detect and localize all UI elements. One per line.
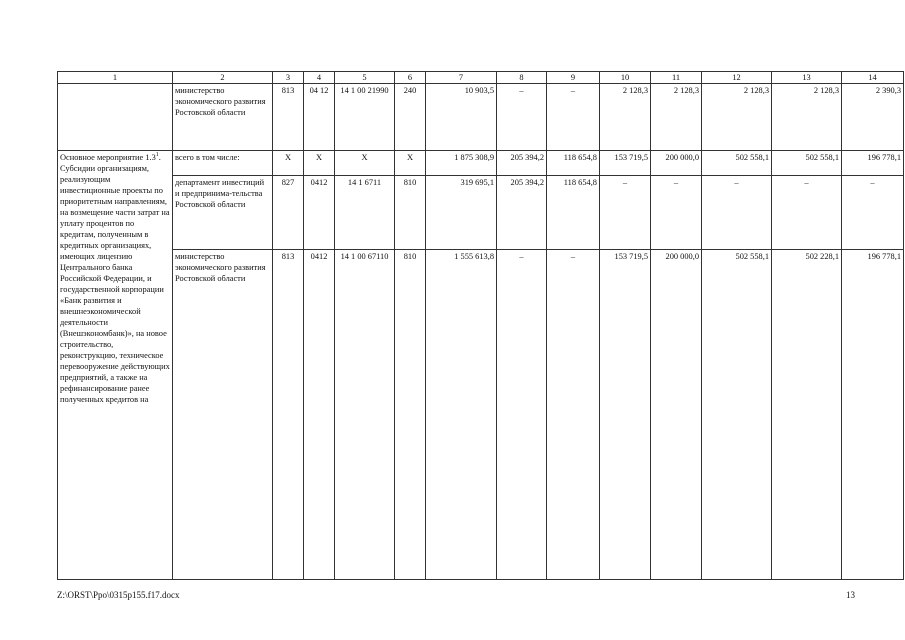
table-cell: – <box>772 176 842 250</box>
table-cell: 2 128,3 <box>651 84 702 150</box>
table-cell: 2 128,3 <box>600 84 651 150</box>
table-cell: 502 558,1 <box>772 150 842 176</box>
table-cell: 810 <box>395 250 426 580</box>
table-cell: 240 <box>395 84 426 150</box>
table-cell: 200 000,0 <box>651 150 702 176</box>
header-cell: 10 <box>600 72 651 84</box>
header-cell: 5 <box>335 72 395 84</box>
table-cell <box>58 84 173 150</box>
table-cell: 1 875 308,9 <box>426 150 497 176</box>
header-cell: 13 <box>772 72 842 84</box>
budget-table <box>57 71 904 580</box>
table-cell: 0412 <box>304 250 335 580</box>
table-cell: 502 558,1 <box>702 250 772 580</box>
header-cell: 3 <box>273 72 304 84</box>
table-cell: 827 <box>273 176 304 250</box>
header-cell: 2 <box>173 72 273 84</box>
table-cell: 2 390,3 <box>842 84 904 150</box>
event-name-cell <box>58 150 173 579</box>
table-cell: 205 394,2 <box>497 150 547 176</box>
table-cell: 1 555 613,8 <box>426 250 497 580</box>
table-cell: X <box>304 150 335 176</box>
table-cell: – <box>547 250 600 580</box>
table-cell: 813 <box>273 250 304 580</box>
table-row <box>58 150 904 176</box>
table-cell: 153 719,5 <box>600 150 651 176</box>
table-cell: 810 <box>395 176 426 250</box>
header-cell: 6 <box>395 72 426 84</box>
responsible-cell: департамент инвестиций и предпринима-тельства Ростовской области <box>173 176 273 250</box>
table-cell: – <box>497 84 547 150</box>
table-cell: 153 719,5 <box>600 250 651 580</box>
table-cell: 14 1 6711 <box>335 176 395 250</box>
table-cell: X <box>335 150 395 176</box>
table-cell: 205 394,2 <box>497 176 547 250</box>
table-cell: 196 778,1 <box>842 150 904 176</box>
page-number: 13 <box>846 590 855 600</box>
table-cell: 319 695,1 <box>426 176 497 250</box>
table-cell: 196 778,1 <box>842 250 904 580</box>
table-cell: – <box>651 176 702 250</box>
table-cell: 200 000,0 <box>651 250 702 580</box>
table-cell: 10 903,5 <box>426 84 497 150</box>
table-cell: 813 <box>273 84 304 150</box>
table-cell: X <box>395 150 426 176</box>
table-row <box>58 84 904 150</box>
table-cell: 2 128,3 <box>702 84 772 150</box>
table-cell: 14 1 00 67110 <box>335 250 395 580</box>
table-cell: X <box>273 150 304 176</box>
table-row <box>58 250 904 580</box>
header-cell: 1 <box>58 72 173 84</box>
responsible-cell: министерство экономического развития Ростовской области <box>173 84 273 150</box>
table-cell: 502 228,1 <box>772 250 842 580</box>
responsible-cell: всего в том числе: <box>173 150 273 176</box>
table-cell: – <box>702 176 772 250</box>
header-cell: 12 <box>702 72 772 84</box>
table-row <box>58 176 904 250</box>
header-cell: 14 <box>842 72 904 84</box>
table-cell: – <box>547 84 600 150</box>
header-cell: 11 <box>651 72 702 84</box>
table-cell: 14 1 00 21990 <box>335 84 395 150</box>
event-name-main: Основное мероприятие 1.3 <box>60 152 156 162</box>
table-cell: – <box>842 176 904 250</box>
table-cell: 0412 <box>304 176 335 250</box>
header-cell: 9 <box>547 72 600 84</box>
table-cell: – <box>497 250 547 580</box>
responsible-cell: министерство экономического развития Ростовской области <box>173 250 273 580</box>
table-cell: 118 654,8 <box>547 176 600 250</box>
table-cell: 502 558,1 <box>702 150 772 176</box>
header-cell: 7 <box>426 72 497 84</box>
table-cell: 118 654,8 <box>547 150 600 176</box>
event-name-footnote: 1 <box>155 151 159 158</box>
table-cell: 2 128,3 <box>772 84 842 150</box>
event-name-rest: . Субсидии организациям, реализующим инвестиционные проекты по приоритетным направлениям, на возмещение части затрат на уплату процентов по кредитам, полученным в кредитных организациях, имеющих лицензию Центрального банка Российской Федерации, и государственной корпорации «Банк развития и внешнеэкономической деятельности (Внешэкономбанк)», на новое строительство, реконструкцию, техническое перевооружение действующих предприятий, а также на рефинансирование ранее полученных кредитов на <box>60 152 170 404</box>
header-cell: 8 <box>497 72 547 84</box>
header-cell: 4 <box>304 72 335 84</box>
table-cell: 04 12 <box>304 84 335 150</box>
table-header-row <box>58 72 904 84</box>
document-file-path: Z:\ORST\Ppo\0315p155.f17.docx <box>57 590 180 600</box>
table-cell: – <box>600 176 651 250</box>
